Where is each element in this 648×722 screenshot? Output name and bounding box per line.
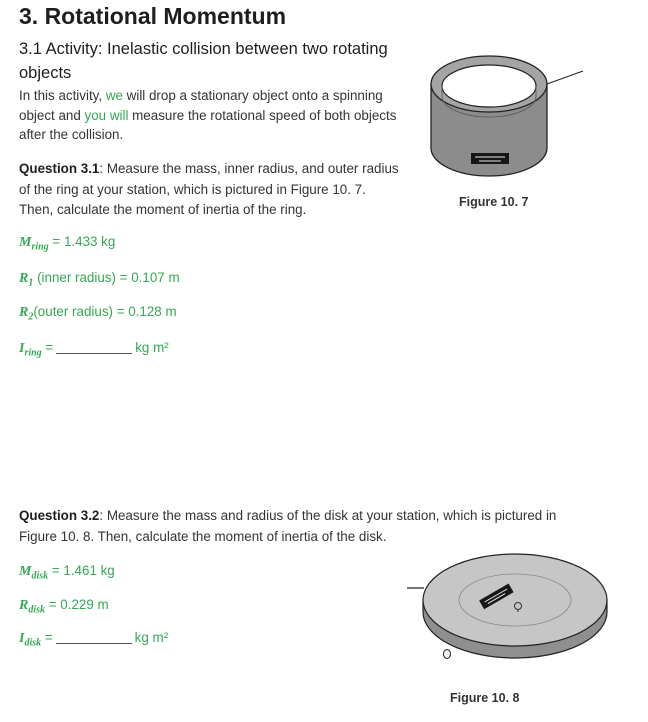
disk-figure xyxy=(403,548,615,668)
ring-mass-answer: $M_{ring} = 1.433$ kg xyxy=(19,234,116,253)
question-3-2: Question 3.2: Measure the mass and radius of the disk at your station, which is pictured in Figure 10. 8. Then, calculate the moment of inertia of the disk. xyxy=(19,508,557,544)
ring-inertia-blank[interactable] xyxy=(56,353,132,354)
ring-outer-radius-answer: $R_2(outer$ radius) = 0.128 m xyxy=(19,304,177,323)
question-label: Question 3.2 xyxy=(19,508,100,523)
ring-string xyxy=(547,71,583,84)
ring-inner-radius-answer: $R_1$ (inner radius) = 0.107 m xyxy=(19,270,180,289)
intro-line-3: after the collision. xyxy=(19,127,124,142)
question-label: Question 3.1 xyxy=(19,161,100,176)
ring-inertia-answer: $I_{ring}$ = kg m² xyxy=(19,340,169,359)
intro-paragraph xyxy=(19,86,419,145)
ring-label-sticker xyxy=(471,153,509,164)
disk-top xyxy=(423,554,607,646)
disk-inertia-answer: $I_{disk}$ = kg m² xyxy=(19,630,169,649)
question-3-1: Question 3.1: Measure the mass, inner radius, and outer radius of the ring at your station, which is pictured in Figure 10. 7. Then, calculate the moment of inertia of the ring. xyxy=(19,161,399,217)
intro-line-2: object and you will measure the rotational speed of both objects xyxy=(19,107,397,123)
ring-inner-opening xyxy=(442,65,536,107)
disk-radius-answer: $R_{disk} = 0.229$ m xyxy=(19,597,109,616)
intro-line-1: In this activity, we will drop a stationary object onto a spinning xyxy=(19,88,383,103)
section-title: 3. Rotational Momentum xyxy=(19,3,287,29)
activity-title-line1: 3.1 Activity: Inelastic collision between two rotating xyxy=(19,40,388,58)
disk-mass-answer: $M_{disk} = 1.461$ kg xyxy=(19,563,115,582)
disk-edge-hole xyxy=(444,650,451,659)
ring-figure xyxy=(426,44,586,190)
disk-inertia-blank[interactable] xyxy=(56,643,132,644)
figure-10-8-caption: Figure 10. 8 xyxy=(450,691,520,705)
figure-10-7-caption: Figure 10. 7 xyxy=(459,195,529,209)
activity-title-line2: objects xyxy=(19,64,72,82)
